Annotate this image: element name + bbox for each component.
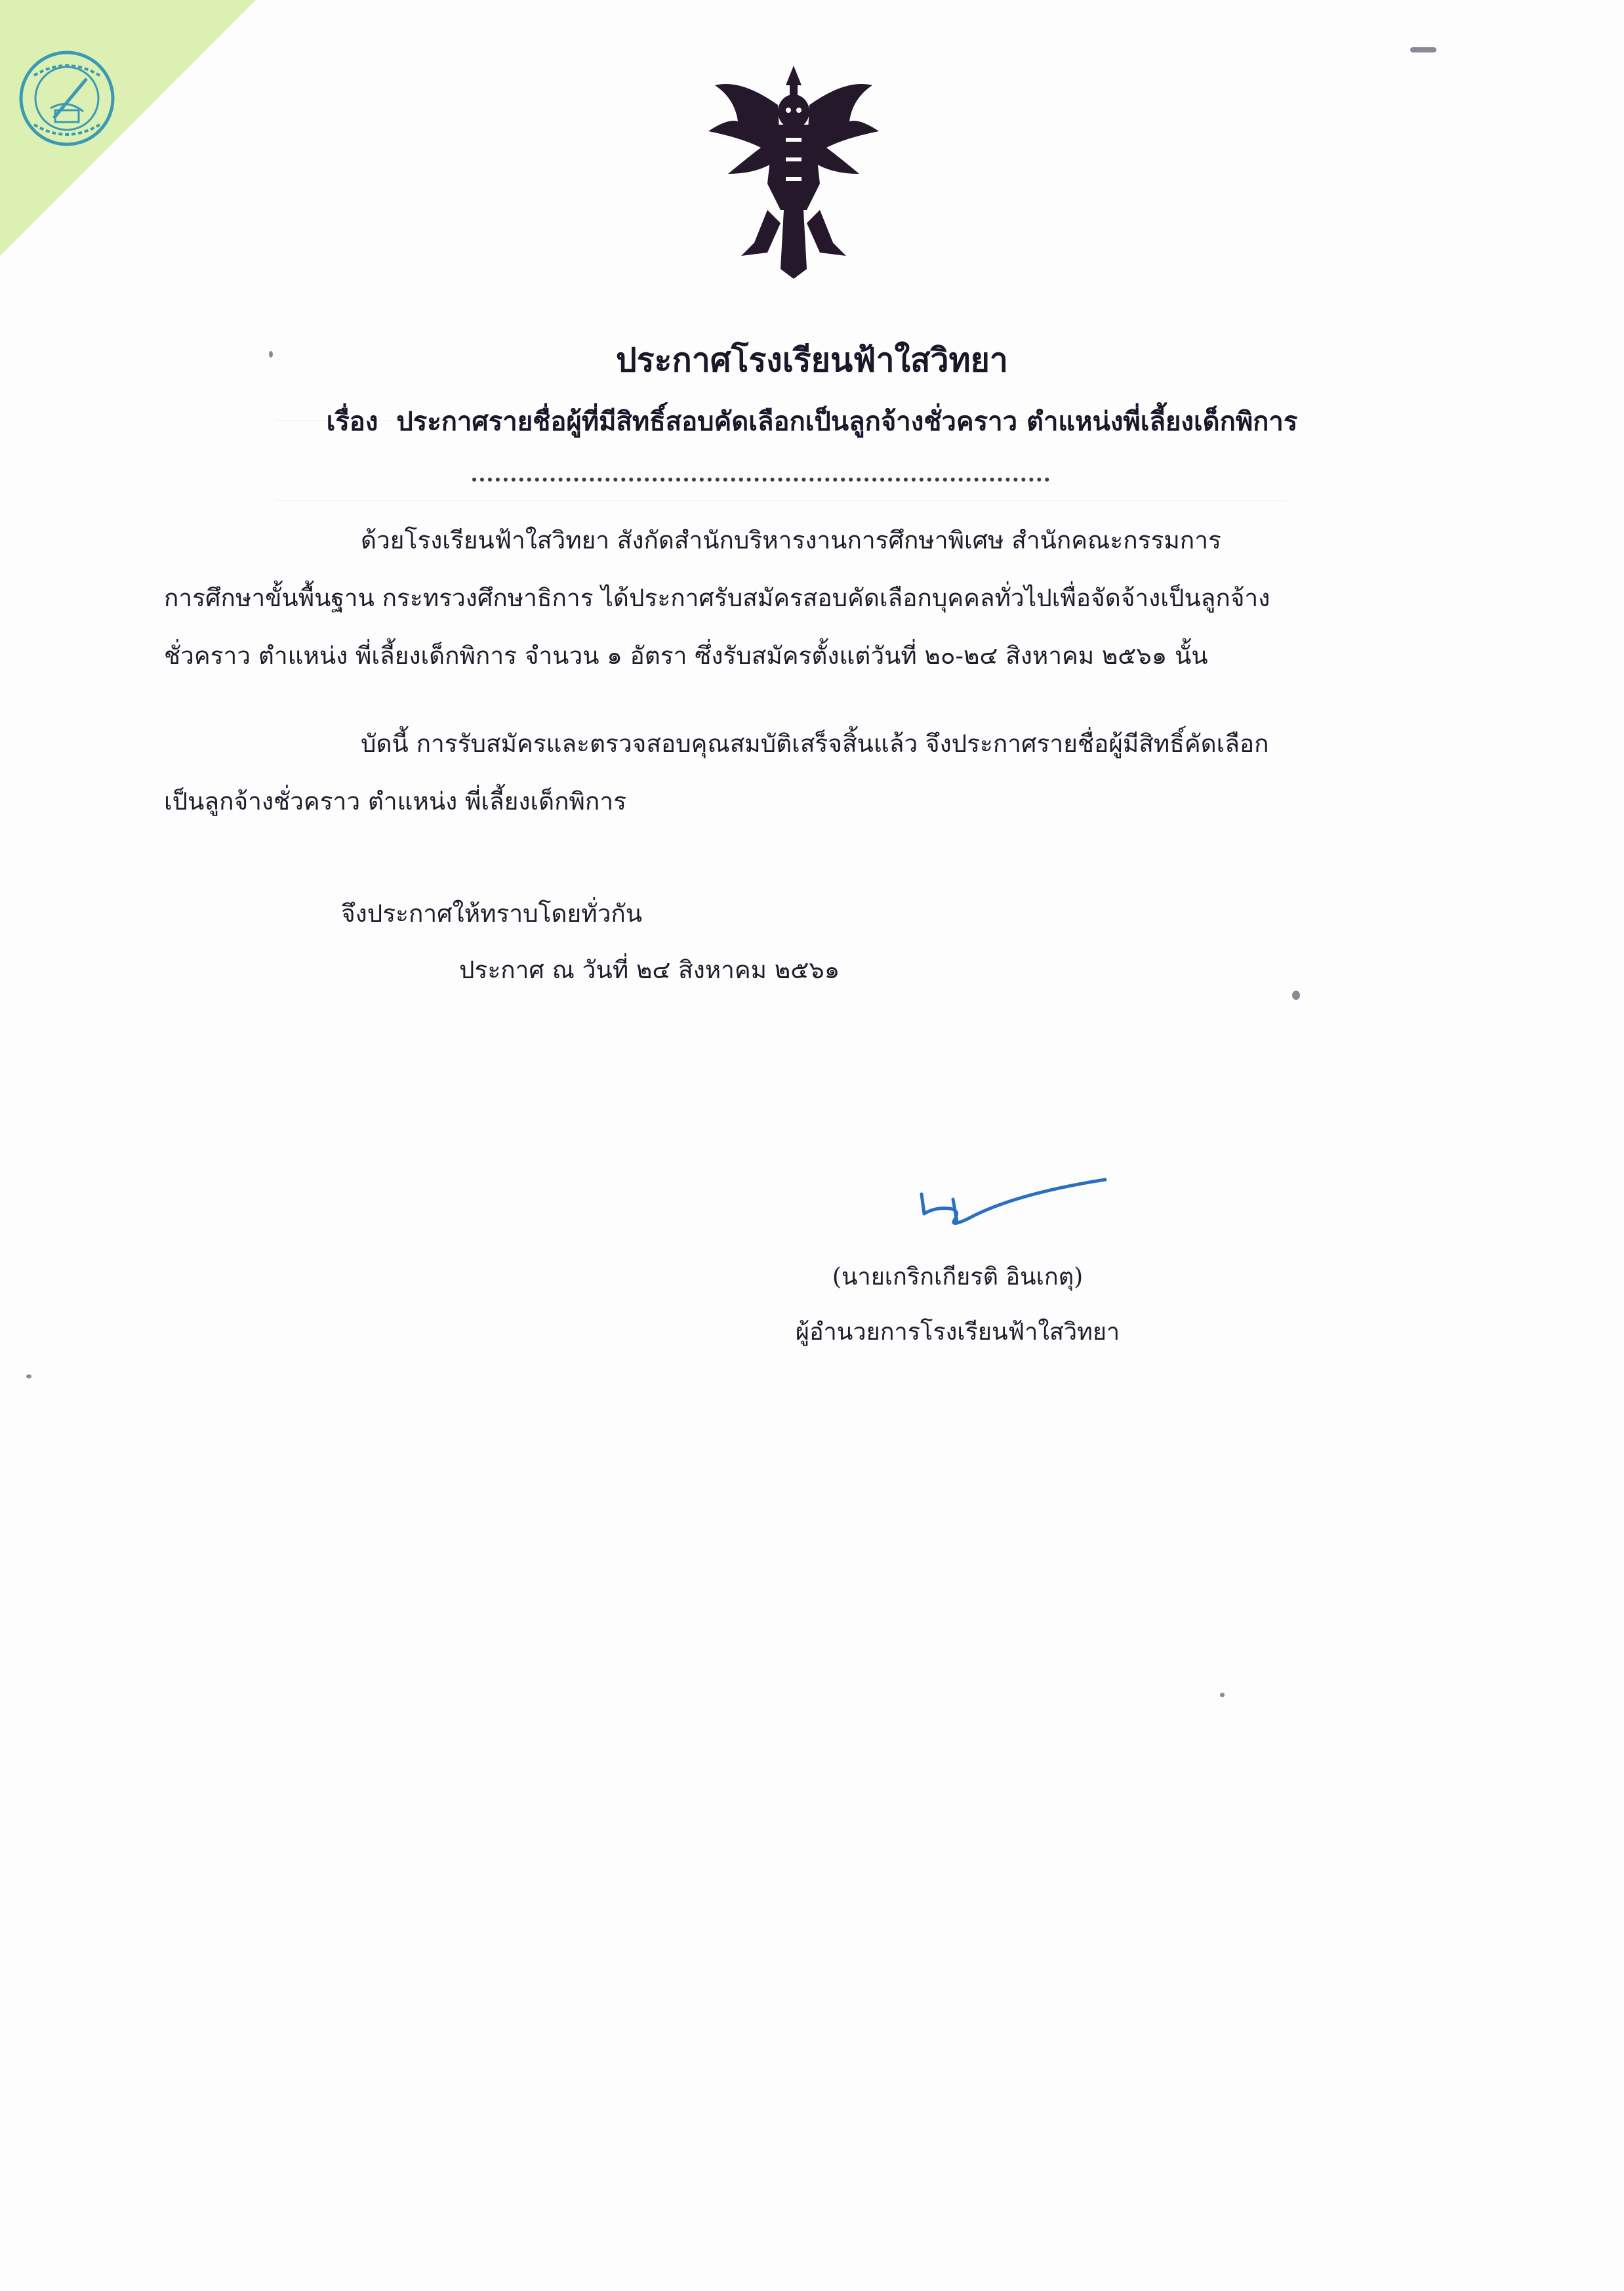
scan-speck [269, 351, 273, 358]
scan-speck [1292, 991, 1300, 1000]
paragraph-1-line: การศึกษาขั้นพื้นฐาน กระทรวงศึกษาธิการ ได้ประกาศรับสมัครสอบคัดเลือกบุคคลทั่วไปเพื่อจัดจ้างเป็นลูกจ้าง [164, 584, 1270, 612]
paragraph-2-line: เป็นลูกจ้างชั่วคราว ตำแหน่ง พี่เลี้ยงเด็กพิการ [164, 787, 626, 815]
signer-block [754, 1250, 1161, 1360]
paragraph-1-line: ด้วยโรงเรียนฟ้าใสวิทยา สังกัดสำนักบริหารงานการศึกษาพิเศษ สำนักคณะกรรมการ [361, 526, 1221, 554]
scan-speck [1410, 47, 1436, 52]
signer-position: ผู้อำนวยการโรงเรียนฟ้าใสวิทยา [795, 1319, 1120, 1346]
subject-line [0, 400, 1624, 442]
dotted-divider [472, 478, 1049, 482]
closing-text: จึงประกาศให้ทราบโดยทั่วกัน [341, 899, 643, 928]
scan-speck [1220, 1693, 1225, 1697]
page-title: ประกาศโรงเรียนฟ้าใสวิทยา [616, 341, 1008, 379]
signer-name: (นายเกริกเกียรติ อินเกตุ) [832, 1264, 1084, 1290]
paragraph-2 [164, 715, 1404, 831]
handwritten-signature-icon [908, 1161, 1125, 1240]
subject-label: เรื่อง [326, 406, 378, 437]
garuda-emblem-icon [702, 59, 885, 282]
school-seal-stamp-icon [14, 46, 119, 151]
scan-speck [26, 1374, 31, 1378]
paragraph-1 [164, 512, 1404, 685]
paragraph-1-line: ชั่วคราว ตำแหน่ง พี่เลี้ยงเด็กพิการ จำนวน ๑ อัตรา ซึ่งรับสมัครตั้งแต่วันที่ ๒๐-๒๔ สิงหาคม ๒๕๖๑ นั้น [164, 642, 1208, 670]
subject-text: ประกาศรายชื่อผู้ที่มีสิทธิ์สอบคัดเลือกเป็นลูกจ้างชั่วคราว ตำแหน่งพี่เลี้ยงเด็กพิการ [396, 406, 1298, 437]
closing-block [341, 886, 840, 999]
announce-date: ประกาศ ณ วันที่ ๒๔ สิงหาคม ๒๕๖๑ [459, 956, 840, 984]
paragraph-2-line: บัดนี้ การรับสมัครและตรวจสอบคุณสมบัติเสร็จสิ้นแล้ว จึงประกาศรายชื่อผู้มีสิทธิ์คัดเลือก [361, 730, 1269, 758]
